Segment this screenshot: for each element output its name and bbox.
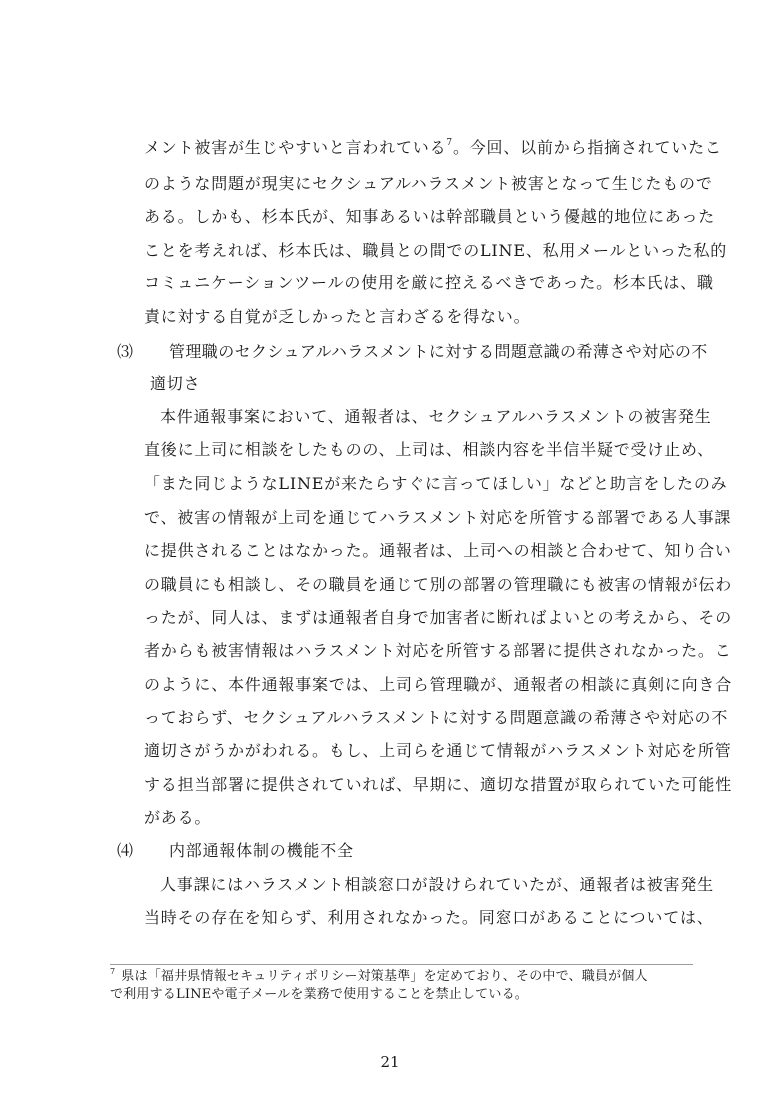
section-4-heading: 内部通報体制の機能不全: [169, 841, 354, 860]
paragraph-line: 適切さがうかがわれる。もし、上司らを通じて情報がハラスメント対応を所管: [144, 741, 732, 760]
paragraph-line: っておらず、セクシュアルハラスメントに対する問題意識の希薄さや対応の不: [144, 708, 729, 727]
paragraph-line: 「また同じようなLINEが来たらすぐに言ってほしい」などと助言をしたのみ: [144, 474, 728, 493]
paragraph-line: ある。しかも、杉本氏が、知事あるいは幹部職員という優越的地位にあった: [144, 207, 716, 226]
page-number: 21: [380, 1053, 400, 1071]
paragraph-line: する担当部署に提供されていれば、早期に、適切な措置が取られていた可能性: [144, 775, 733, 794]
footnote-reference: 7: [446, 138, 453, 148]
paragraph-line: に提供されることはなかった。通報者は、上司への相談と合わせて、知り合い: [144, 541, 732, 560]
paragraph-line: 責に対する自覚が乏しかったと言わざるを得ない。: [144, 307, 531, 326]
paragraph-line: 直後に上司に相談をしたものの、上司は、相談内容を半信半疑で受け止め、: [144, 440, 714, 459]
paragraph-line: の職員にも相談し、その職員を通じて別の部署の管理職にも被害の情報が伝わ: [144, 575, 733, 594]
paragraph-line: ったが、同人は、まずは通報者自身で加害者に断ればよいとの考えから、その: [144, 608, 733, 627]
section-3-heading: 管理職のセクシュアルハラスメントに対する問題意識の希薄さや対応の不: [169, 342, 708, 361]
footnote: [110, 968, 648, 986]
paragraph-line: 者からも被害情報はハラスメント対応を所管する部署に提供されなかった。こ: [144, 641, 732, 660]
section-3-marker: ⑶: [117, 342, 134, 361]
footnote-text: 県は「福井県情報セキュリティポリシー対策基準」を定めており、その中で、職員が個人: [121, 969, 648, 984]
footnote-text-continued: で利用するLINEや電子メールを業務で使用することを禁止している。: [110, 987, 528, 1002]
paragraph-line: がある。: [144, 808, 212, 827]
footnote-number: 7: [110, 967, 116, 976]
paragraph-line: メント被害が生じやすいと言われている$^7$。今回、以前から指摘されていたこ: [144, 138, 722, 157]
footnote-divider: [110, 964, 693, 965]
section-3-heading-continued: 適切さ: [150, 374, 201, 393]
paragraph-line: のように、本件通報事案では、上司ら管理職が、通報者の相談に真剣に向き合: [144, 675, 733, 694]
paragraph-line: 本件通報事案において、通報者は、セクシュアルハラスメントの被害発生: [160, 407, 712, 426]
paragraph-line: 当時その存在を知らず、利用されなかった。同窓口があることについては、: [144, 908, 714, 927]
paragraph-line: コミュニケーションツールの使用を厳に控えるべきであった。杉本氏は、職: [144, 273, 714, 292]
paragraph-line: のような問題が現実にセクシュアルハラスメント被害となって生じたもので: [144, 174, 713, 193]
paragraph-line: 人事課にはハラスメント相談窓口が設けられていたが、通報者は被害発生: [160, 875, 714, 894]
section-4-marker: ⑷: [117, 841, 134, 860]
paragraph-line: ことを考えれば、杉本氏は、職員との間でのLINE、私用メールといった私的: [144, 241, 728, 260]
paragraph-line: で、被害の情報が上司を通じてハラスメント対応を所管する部署である人事課: [144, 508, 732, 527]
